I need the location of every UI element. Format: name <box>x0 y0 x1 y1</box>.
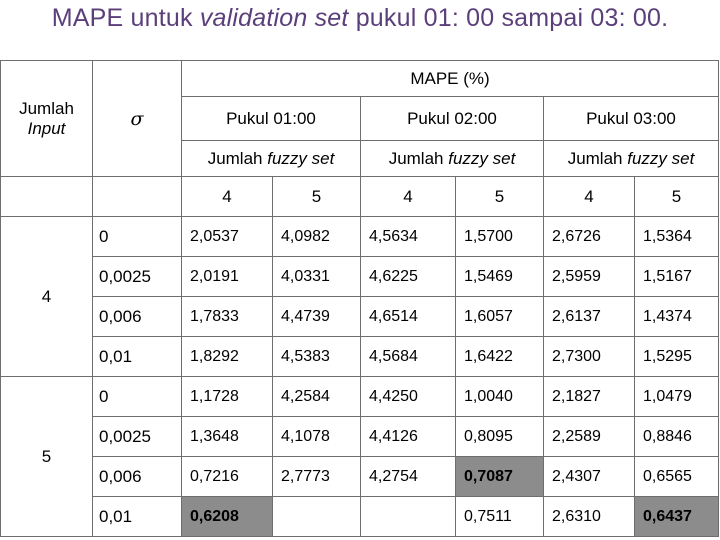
set-count-cell: 4 <box>361 177 456 217</box>
mape-value-cell: 2,7300 <box>544 337 635 377</box>
mape-value-cell: 4,1078 <box>273 417 361 457</box>
sigma-cell: 0 <box>93 377 182 417</box>
mape-value-cell: 1,6422 <box>456 337 544 377</box>
table-row <box>1 337 719 377</box>
fuzzy-prefix: Jumlah <box>207 148 268 168</box>
mape-value-cell: 2,0191 <box>182 257 273 297</box>
mape-value-cell: 4,2584 <box>273 377 361 417</box>
table-row <box>1 377 719 417</box>
mape-value-cell: 0,7087 <box>456 457 544 497</box>
mape-value-cell: 1,0479 <box>635 377 719 417</box>
mape-value-cell: 0,6208 <box>182 497 273 537</box>
mape-value-cell: 2,1827 <box>544 377 635 417</box>
mape-value-cell: 0,8095 <box>456 417 544 457</box>
mape-value-cell: 1,3648 <box>182 417 273 457</box>
mape-table <box>0 60 719 537</box>
fuzzy-prefix: Jumlah <box>567 148 628 168</box>
pukul-0300-header: Pukul 03:00 <box>544 97 719 141</box>
mape-value-cell: 4,6514 <box>361 297 456 337</box>
input-group-cell: 4 <box>1 217 93 377</box>
mape-value-cell: 1,6057 <box>456 297 544 337</box>
mape-value-cell <box>361 497 456 537</box>
table-row <box>1 417 719 457</box>
jumlah-input-header <box>1 61 93 177</box>
mape-value-cell: 4,5383 <box>273 337 361 377</box>
mape-value-cell: 2,6310 <box>544 497 635 537</box>
mape-value-cell: 1,4374 <box>635 297 719 337</box>
mape-value-cell: 2,6726 <box>544 217 635 257</box>
title-part3: pukul 01: 00 sampai 03: 00. <box>348 4 669 32</box>
mape-value-cell: 2,7773 <box>273 457 361 497</box>
table-row <box>1 217 719 257</box>
mape-value-cell: 1,1728 <box>182 377 273 417</box>
title-part1: MAPE untuk <box>51 4 200 32</box>
mape-value-cell: 1,8292 <box>182 337 273 377</box>
sigma-header: σ <box>93 61 182 177</box>
sigma-cell: 0,006 <box>93 457 182 497</box>
set-count-cell: 5 <box>273 177 361 217</box>
mape-value-cell: 0,7511 <box>456 497 544 537</box>
table-row <box>1 497 719 537</box>
set-count-cell: 5 <box>456 177 544 217</box>
set-count-cell: 5 <box>635 177 719 217</box>
fuzzy-set-header-3 <box>544 141 719 177</box>
mape-header: MAPE (%) <box>182 61 719 97</box>
mape-value-cell: 2,5959 <box>544 257 635 297</box>
blank-cell <box>1 177 93 217</box>
mape-value-cell: 2,6137 <box>544 297 635 337</box>
mape-value-cell: 1,5364 <box>635 217 719 257</box>
mape-value-cell: 2,4307 <box>544 457 635 497</box>
mape-value-cell: 1,5469 <box>456 257 544 297</box>
fuzzy-set-header-2 <box>361 141 544 177</box>
mape-value-cell: 0,6565 <box>635 457 719 497</box>
fuzzy-set-header-1 <box>182 141 361 177</box>
mape-value-cell: 0,6437 <box>635 497 719 537</box>
mape-value-cell: 4,4739 <box>273 297 361 337</box>
sigma-cell: 0,0025 <box>93 417 182 457</box>
mape-value-cell: 0,7216 <box>182 457 273 497</box>
mape-value-cell: 4,5684 <box>361 337 456 377</box>
sigma-cell: 0,0025 <box>93 257 182 297</box>
fuzzy-italic: fuzzy set <box>448 148 516 168</box>
mape-value-cell: 1,5700 <box>456 217 544 257</box>
mape-value-cell: 4,2754 <box>361 457 456 497</box>
input-label: Input <box>27 118 66 138</box>
mape-value-cell: 4,0982 <box>273 217 361 257</box>
input-group-cell: 5 <box>1 377 93 537</box>
mape-value-cell: 1,7833 <box>182 297 273 337</box>
title-italic: validation set <box>199 4 349 32</box>
pukul-0200-header: Pukul 02:00 <box>361 97 544 141</box>
mape-value-cell: 1,5167 <box>635 257 719 297</box>
set-count-row <box>1 177 719 217</box>
fuzzy-prefix: Jumlah <box>388 148 449 168</box>
slide-title <box>0 4 720 33</box>
sigma-cell: 0 <box>93 217 182 257</box>
set-count-cell: 4 <box>182 177 273 217</box>
jumlah-label: Jumlah <box>19 98 74 118</box>
fuzzy-italic: fuzzy set <box>627 148 695 168</box>
mape-value-cell <box>273 497 361 537</box>
blank-cell <box>93 177 182 217</box>
mape-value-cell: 2,0537 <box>182 217 273 257</box>
mape-value-cell: 0,8846 <box>635 417 719 457</box>
mape-value-cell: 1,0040 <box>456 377 544 417</box>
mape-value-cell: 4,4250 <box>361 377 456 417</box>
mape-value-cell: 4,4126 <box>361 417 456 457</box>
table-row <box>1 457 719 497</box>
sigma-cell: 0,01 <box>93 337 182 377</box>
mape-value-cell: 4,5634 <box>361 217 456 257</box>
set-count-cell: 4 <box>544 177 635 217</box>
mape-value-cell: 1,5295 <box>635 337 719 377</box>
fuzzy-italic: fuzzy set <box>267 148 335 168</box>
pukul-0100-header: Pukul 01:00 <box>182 97 361 141</box>
table-row <box>1 257 719 297</box>
table-row <box>1 297 719 337</box>
mape-value-cell: 2,2589 <box>544 417 635 457</box>
mape-value-cell: 4,6225 <box>361 257 456 297</box>
sigma-cell: 0,01 <box>93 497 182 537</box>
mape-value-cell: 4,0331 <box>273 257 361 297</box>
sigma-cell: 0,006 <box>93 297 182 337</box>
